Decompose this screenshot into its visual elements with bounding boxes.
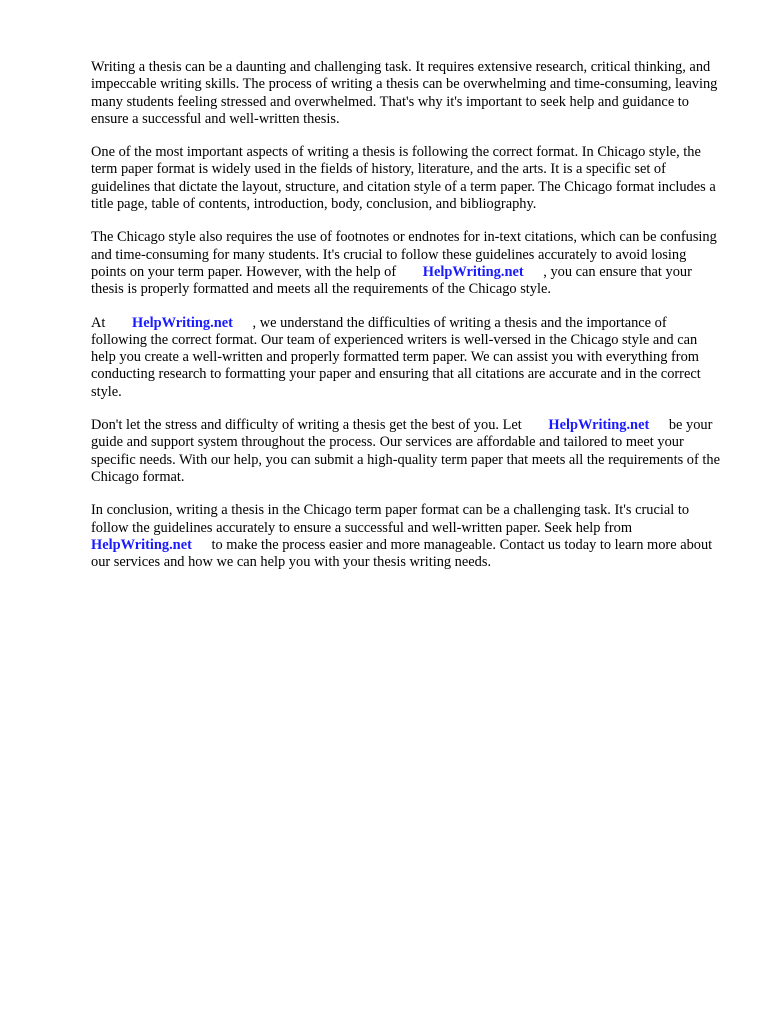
paragraph-citations: [91, 229, 721, 298]
paragraph-about-text-after: , we understand the difficulties of writing a thesis and the importance of following the correct format. Our team of experienced writers is well-versed in the Chicago style and can help you create a well-written and properly formatted term paper. We can assist you with everything from conducting research to formatting your paper and ensuring that all citations are accurate and in the correct style.: [91, 314, 701, 400]
helpwriting-link[interactable]: HelpWriting.net: [91, 536, 192, 553]
paragraph-citations-text-after: , you can ensure that your thesis is properly formatted and meets all the requirements of the Chicago style.: [91, 263, 692, 298]
paragraph-support: [91, 417, 721, 486]
helpwriting-link[interactable]: HelpWriting.net: [422, 263, 524, 280]
paragraph-support-text-after: be your guide and support system throughout the process. Our services are affordable and tailored to meet your specific needs. With our help, you can submit a high-quality term paper that meets all the requirements of the Chicago format.: [91, 417, 720, 485]
paragraph-citations-text-before: The Chicago style also requires the use of footnotes or endnotes for in-text citations, which can be confusing and time-consuming for many students. It's crucial to follow these guidelines accurately to avoid losing points on your term paper. However, with the help of: [91, 229, 717, 280]
paragraph-support-text-before: Don't let the stress and difficulty of writing a thesis get the best of you. Let: [91, 417, 522, 434]
paragraph-intro: [91, 59, 721, 128]
helpwriting-link[interactable]: HelpWriting.net: [132, 314, 233, 331]
paragraph-format-text: One of the most important aspects of writing a thesis is following the correct format. In Chicago style, the term paper format is widely used in the fields of history, literature, and the arts. It is a specific set of guidelines that dictate the layout, structure, and citation style of a term paper. The Chicago format includes a title page, table of contents, introduction, body, conclusion, and bibliography.: [91, 144, 716, 213]
helpwriting-link[interactable]: HelpWriting.net: [548, 417, 650, 434]
paragraph-intro-text: Writing a thesis can be a daunting and challenging task. It requires extensive research, critical thinking, and impeccable writing skills. The process of writing a thesis can be overwhelming and time-consuming, leaving many students feeling stressed and overwhelmed. That's why it's important to seek help and guidance to ensure a successful and well-written thesis.: [91, 59, 718, 127]
paragraph-conclusion-text-after: to make the process easier and more manageable. Contact us today to learn more about our services and how we can help you with your thesis writing needs.: [91, 536, 713, 571]
paragraph-conclusion-text-before: In conclusion, writing a thesis in the Chicago term paper format can be a challenging task. It's crucial to follow the guidelines accurately to ensure a successful and well-written paper. Seek help from: [91, 502, 690, 536]
paragraph-about: [91, 315, 721, 401]
paragraph-about-text-before: At: [91, 314, 106, 331]
paragraph-conclusion: [91, 502, 721, 571]
paragraph-format: [91, 144, 721, 213]
document-body: [91, 59, 721, 587]
